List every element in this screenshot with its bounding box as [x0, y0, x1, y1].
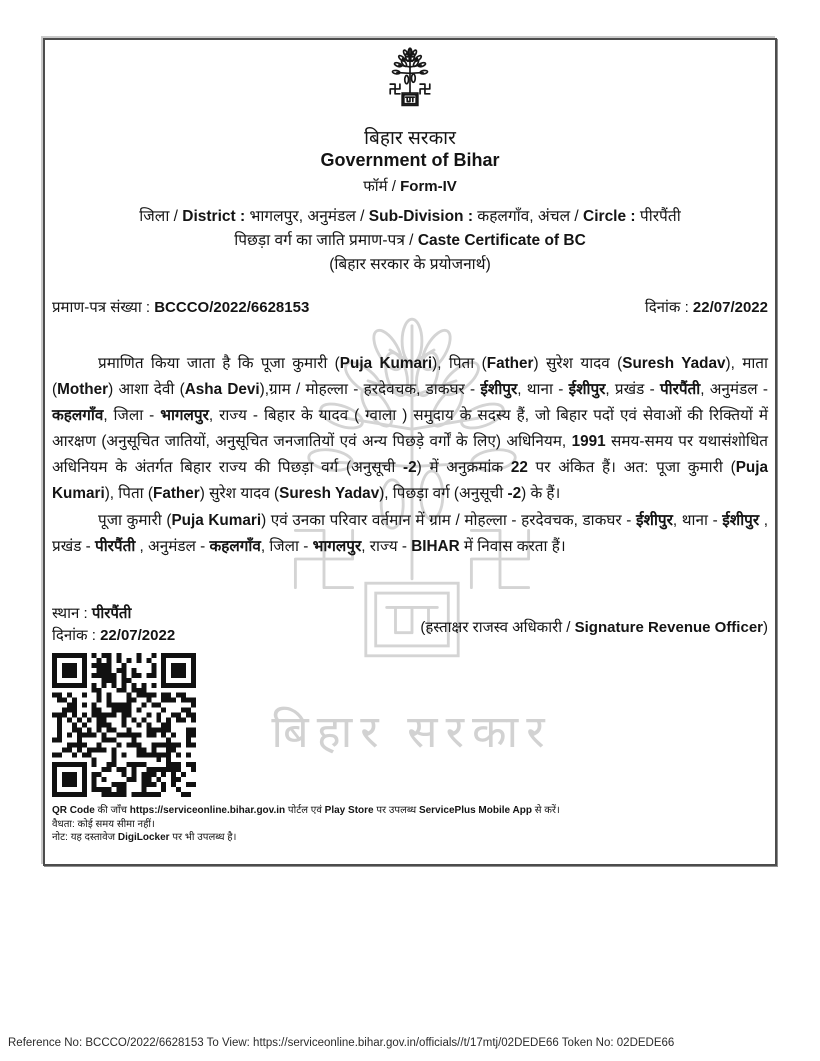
issue-date: दिनांक : 22/07/2022	[644, 299, 768, 316]
qr-note-line-1: QR Code की जाँच https://serviceonline.bihar.gov.in पोर्टल एवं Play Store पर उपलब्ध ServicePlus Mobile App से करें।	[52, 805, 560, 816]
place-date-block	[52, 603, 175, 647]
certificate-type-line: पिछड़ा वर्ग का जाति प्रमाण-पत्र / Caste Certificate of BC	[234, 232, 586, 249]
place-line: स्थान : पीरपैंती	[52, 605, 132, 622]
title-hindi: बिहार सरकार	[364, 128, 456, 149]
certificate-border	[43, 38, 777, 866]
date-line: दिनांक : 22/07/2022	[52, 627, 176, 644]
reference-line: Reference No: BCCCO/2022/6628153 To View: https://serviceonline.bihar.gov.in/officials//t/17mtj/02DEDE66 Token No: 02DEDE66	[8, 1037, 675, 1049]
purpose-line: (बिहार सरकार के प्रयोजनार्थ)	[329, 256, 491, 273]
emblem	[45, 44, 775, 124]
title-english: Government of Bihar	[320, 150, 500, 170]
certificate-meta-row	[52, 297, 768, 317]
certificate-number: प्रमाण-पत्र संख्या : BCCCO/2022/6628153	[52, 299, 310, 316]
qr-note-line-3: नोट: यह दस्तावेज DigiLocker पर भी उपलब्ध है।	[52, 832, 237, 843]
district-block	[45, 205, 775, 277]
form-number-line: फॉर्म / Form-IV	[363, 178, 457, 195]
bihar-emblem-icon	[382, 44, 438, 119]
watermark-text: बिहार सरकार	[271, 706, 553, 757]
body-paragraph-2: पूजा कुमारी (Puja Kumari) एवं उनका परिवार वर्तमान में ग्राम / मोहल्ला - हरदेवचक, डाकघर - ईशीपुर, थाना - ईशीपुर , प्रखंड - पीरपैंती , अनुमंडल - कहलगाँव, जिला - भागलपुर, राज्य - BIHAR में निवास करता हैं।	[52, 512, 769, 555]
qr-note-line-2: वैधता: कोई समय सीमा नहीं।	[52, 818, 155, 830]
qr-notes	[52, 804, 560, 845]
district-line: जिला / District : भागलपुर, अनुमंडल / Sub-Division : कहलगाँव, अंचल / Circle : पीरपैंती	[139, 208, 681, 225]
signature-line: (हस्ताक्षर राजस्व अधिकारी / Signature Revenue Officer)	[420, 619, 768, 636]
qr-code	[52, 653, 196, 797]
body-paragraph-1: प्रमाणित किया जाता है कि पूजा कुमारी (Puja Kumari), पिता (Father) सुरेश यादव (Suresh Yadav), माता (Mother) आशा देवी (Asha Devi),ग्राम / मोहल्ला - हरदेवचक, डाकघर - ईशीपुर, थाना - ईशीपुर, प्रखंड - पीरपैंती, अनुमंडल - कहलगाँव, जिला - भागलपुर, राज्य - बिहार के यादव ( ग्वाला ) समुदाय के सदस्य हैं, जो बिहार पदों एवं सेवाओं की रिक्तियों में आरक्षण (अनुसूचित जातियों, अनुसूचित जनजातियों एवं अन्य पिछड़े वर्गों के लिए) अधिनियम, 1991 समय-समय पर यथासंशोधित अधिनियम के अंतर्गत बिहार राज्य की पिछड़ा वर्ग (अनुसूची -2) में अनुक्रमांक 22 पर अंकित हैं। अत: पूजा कुमारी (Puja Kumari), पिता (Father) सुरेश यादव (Suresh Yadav), पिछड़ा वर्ग (अनुसूची -2) के हैं।	[52, 355, 769, 502]
qr-code-icon	[52, 653, 196, 797]
